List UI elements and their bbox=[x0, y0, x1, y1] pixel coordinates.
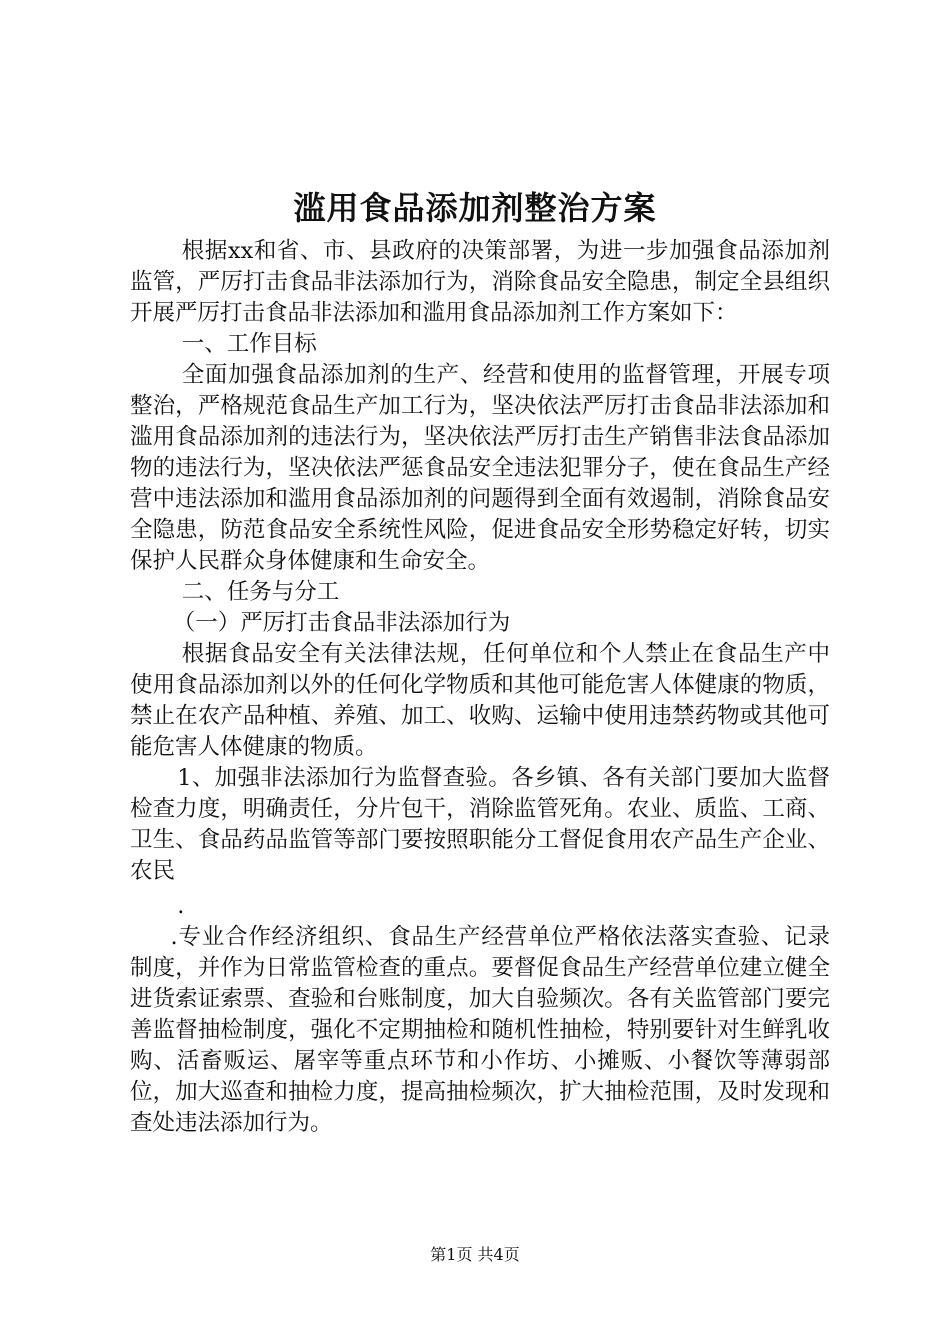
page-number-footer: 第1页 共4页 bbox=[430, 1245, 520, 1264]
page-break-dot: . bbox=[177, 893, 185, 919]
subsection-heading-1: （一）严厉打击食品非法添加行为 bbox=[172, 610, 511, 636]
paragraph-item-1: 1、加强非法添加行为监督查验。各乡镇、各有关部门要加大监督检查力度，明确责任，分片包干，消除监管死角。农业、质监、工商、卫生、食品药品监管等部门要按照职能分工督促食用农产品生产企业、农民 bbox=[130, 765, 830, 884]
section-heading-goal: 一、工作目标 bbox=[181, 331, 317, 357]
paragraph-continued: .专业合作经济组织、食品生产经营单位严格依法落实查验、记录制度，并作为日常监管检查的重点。要督促食品生产经营单位建立健全进货索证索票、查验和台账制度，加大自验频次。各有关监管部门要完善监督抽检制度，强化不定期抽检和随机性抽检，特别要针对生鲜乳收购、活畜贩运、屠宰等重点环节和小作坊、小摊贩、小餐饮等薄弱部位，加大巡查和抽检力度，提高抽检频次，扩大抽检范围，及时发现和查处违法添加行为。 bbox=[130, 924, 830, 1136]
paragraph-regulation: 根据食品安全有关法律法规，任何单位和个人禁止在食品生产中使用食品添加剂以外的任何化学物质和其他可能危害人体健康的物质，禁止在农产品种植、养殖、加工、收购、运输中使用违禁药物或其他可能危害人体健康的物质。 bbox=[130, 641, 830, 760]
paragraph-intro: 根据xx和省、市、县政府的决策部署，为进一步加强食品添加剂监管，严厉打击食品非法添加行为，消除食品安全隐患，制定全县组织开展严厉打击食品非法添加和滥用食品添加剂工作方案如下： bbox=[130, 238, 830, 326]
paragraph-goal: 全面加强食品添加剂的生产、经营和使用的监督管理，开展专项整治，严格规范食品生产加工行为，坚决依法严厉打击食品非法添加和滥用食品添加剂的违法行为，坚决依法严厉打击生产销售非法食品添加物的违法行为，坚决依法严惩食品安全违法犯罪分子，使在食品生产经营中违法添加和滥用食品添加剂的问题得到全面有效遏制，消除食品安全隐患，防范食品安全系统性风险，促进食品安全形势稳定好转，切实保护人民群众身体健康和生命安全。 bbox=[130, 362, 830, 574]
document-title: 滥用食品添加剂整治方案 bbox=[293, 189, 657, 227]
section-heading-tasks: 二、任务与分工 bbox=[181, 579, 340, 605]
document-body bbox=[130, 236, 830, 1139]
